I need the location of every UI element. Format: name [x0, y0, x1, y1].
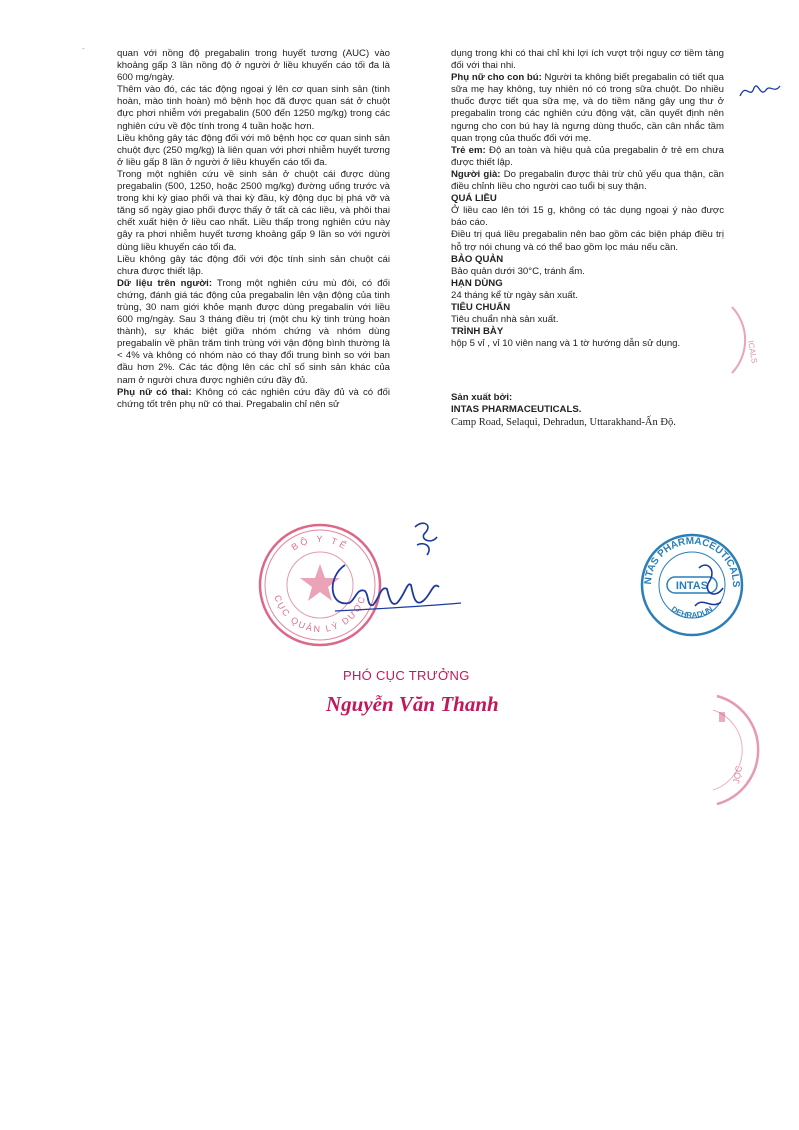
overdose-text-2: Điều trị quá liều pregabalin nên bao gồm các biện pháp điều trị hỗ trợ nói chung và có thể bao gồm lọc máu nếu cần.	[451, 229, 724, 253]
standard-heading: TIÊU CHUẨN	[451, 301, 511, 313]
shelf-life-heading: HẠN DÙNG	[451, 277, 503, 289]
children-label: Trẻ em:	[451, 144, 486, 156]
lactation-label: Phụ nữ cho con bú:	[451, 72, 542, 84]
children-text: Độ an toàn và hiệu quả của pregabalin ở trẻ em chưa được thiết lập.	[451, 144, 724, 168]
left-paragraph-5: Liều không gây tác động đối với độc tính sinh sản chuột cái chưa được thiết lập.	[117, 253, 390, 277]
seal-top-text: BỘ Y TẾ	[289, 533, 351, 553]
pregnancy-label: Phụ nữ có thai:	[117, 386, 192, 398]
bottom-right-seal-text: JỌC	[731, 764, 745, 785]
children-paragraph	[451, 145, 724, 169]
storage-text: Bảo quản dưới 30°C, tránh ẩm.	[451, 265, 585, 277]
left-paragraph-4: Trong một nghiên cứu về sinh sản ở chuột cái được dùng pregabalin (500, 1250, hoặc 2500 mg/kg) đường uống trước và trong khi kỳ giao phối và thai kỳ đầu, kỳ động dục bị phá vỡ và tăng số ngày giao phối được thấy ở tất cả các liều, và phôi thai chết xuất hiện ở liều cao nhất. Liều thấp trong nghiên cứu này gây ra phơi nhiễm huyết tương khoảng gấp 9 lần so với người dùng liều khuyến cáo tối đa.	[117, 168, 390, 253]
signatory-name: Nguyễn Văn Thanh	[326, 692, 499, 716]
corner-mark: -	[82, 44, 85, 53]
human-data-label: Dữ liệu trên người:	[117, 277, 213, 289]
manufacturer-label: Sản xuất bởi:	[451, 392, 513, 404]
pregnancy-paragraph	[117, 387, 390, 411]
packaging-heading: TRÌNH BÀY	[451, 326, 504, 338]
left-paragraph-2: Thêm vào đó, các tác động ngoại ý lên cơ quan sinh sản (tinh hoàn, mào tinh hoàn) mô bệnh học đã được quan sát ở chuột đực phơi nhiễm với pregabalin (500 đến 1250 mg/kg) trong các nghiên cứu về độc tính trong 4 tuần hoặc hơn.	[117, 84, 390, 132]
overdose-heading: QUÁ LIỀU	[451, 193, 497, 205]
handwritten-initial-top	[738, 78, 782, 104]
lactation-text: Người ta không biết pregabalin có tiết qua sữa mẹ hay không, tuy nhiên nó có trong sữa chuột. Do nhiều thuốc được tiết qua sữa mẹ, và do tiềm năng gây ung thư ở pregabalin trong các nghiên cứu động vật, cần quyết định nên ngưng cho con bú hay là ngưng dùng thuốc, cần cân nhắc tầm quan trọng của thuốc đối với mẹ.	[451, 72, 724, 144]
right-edge-seal-text: ICALS	[746, 339, 759, 365]
pregnancy-text: Không có các nghiên cứu đầy đủ và có đối chứng tốt trên phụ nữ có thai. Pregabalin chỉ nên sử	[117, 386, 391, 410]
svg-text:DEHRADUN	[670, 605, 715, 620]
intas-seal-city: DEHRADUN	[669, 604, 715, 620]
human-data-text: Trong một nghiên cứu mù đôi, có đối chứng, đánh giá tác động của pregabalin lên vận động của tinh trùng, 30 nam giới khỏe mạnh được dùng pregabalin với liều 600 mg/ngày. Sau 3 tháng điều trị (một chu kỳ tinh trùng hoàn thành), sự khác biệt giữa nhóm chứng và nhóm dùng pregabalin về phần trăm tinh trùng với vận động bình thường là < 4% và không có nhóm nào có thay đổi trung bình so với ban đầu hơn 2%. Các tác động lên các chỉ số sinh sản khác của nam ở người chưa được nghiên cứu đầy đủ.	[117, 277, 390, 386]
lactation-paragraph	[451, 72, 724, 145]
intas-company-seal	[637, 530, 747, 640]
storage-heading: BẢO QUẢN	[451, 253, 504, 265]
right-column	[451, 48, 724, 429]
packaging-text: hộp 5 vỉ , vỉ 10 viên nang và 1 tờ hướng dẫn sử dụng.	[451, 338, 681, 350]
right-paragraph-1: dụng trong khi có thai chỉ khi lợi ích vượt trội nguy cơ tiềm tàng đối với thai nhi.	[451, 48, 724, 72]
manufacturer-name: INTAS PHARMACEUTICALS.	[451, 404, 582, 416]
standard-text: Tiêu chuẩn nhà sản xuất.	[451, 314, 559, 326]
seal-bottom-text: CỤC QUẢN LÝ DƯỢC	[272, 593, 368, 635]
elderly-paragraph	[451, 169, 724, 193]
intas-seal-center: INTAS	[675, 580, 709, 592]
manufacturer-address: Camp Road, Selaqui, Dehradun, Uttarakhand-Ấn Độ.	[451, 416, 676, 428]
signatory-title: PHÓ CỤC TRƯỞNG	[343, 668, 470, 683]
elderly-text: Do pregabalin được thải trừ chủ yếu qua thận, cần điều chỉnh liều cho người cao tuổi bị suy thận.	[451, 168, 724, 193]
intas-seal-ring-text: NTAS PHARMACEUTICALS	[642, 535, 742, 588]
left-paragraph-1: quan với nồng độ pregabalin trong huyết tương (AUC) vào khoảng gấp 3 lần nồng độ ở người ở liều khuyến cáo tối đa là 600 mg/ngày.	[117, 48, 390, 84]
elderly-label: Người già:	[451, 168, 501, 180]
overdose-text-1: Ở liều cao lên tới 15 g, không có tác dụng ngoại ý nào được báo cáo.	[451, 205, 724, 229]
handwritten-signature-dept	[315, 515, 465, 625]
left-paragraph-3: Liều không gây tác động đối với mô bệnh học cơ quan sinh sản chuột đực (250 mg/kg) là liên quan với phơi nhiễm huyết tương ở liều gấp 8 lần ở người ở liều khuyến cáo tối đa.	[117, 132, 390, 168]
human-data-paragraph	[117, 278, 390, 387]
left-column	[117, 48, 390, 411]
shelf-life-text: 24 tháng kể từ ngày sản xuất.	[451, 289, 578, 301]
bottom-right-seal	[705, 690, 765, 810]
right-edge-seal	[728, 305, 768, 375]
